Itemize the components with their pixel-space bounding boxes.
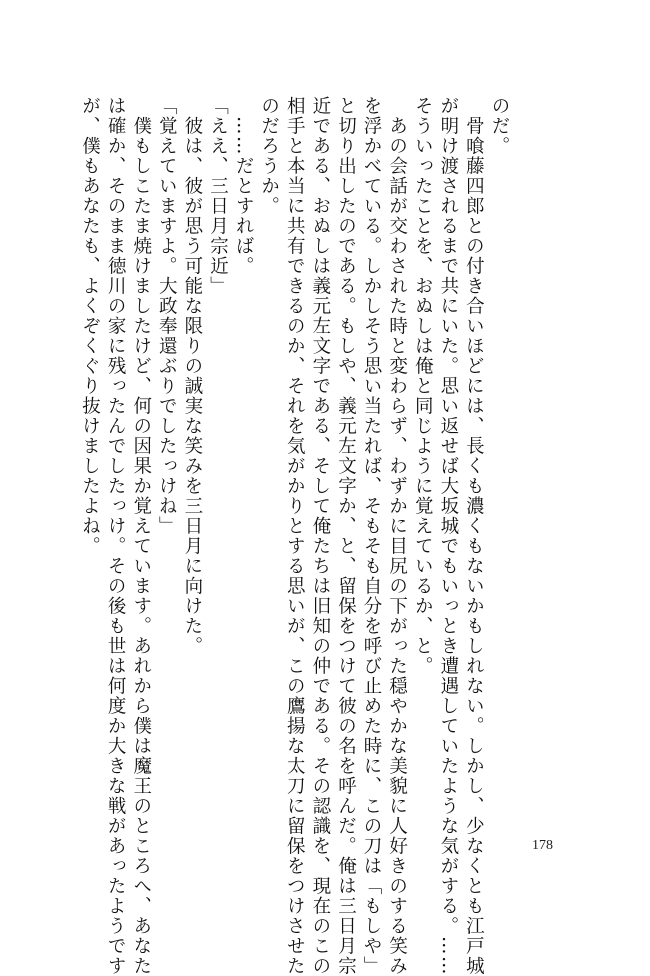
text-line: が明け渡されるまで共にいた。思い返せば大坂城でもいっとき遭遇していたような気がする。…… bbox=[437, 96, 459, 976]
text-line: あの会話が交わされた時と変わらず、わずかに目尻の下がった穏やかな美貌に人好きのする笑み bbox=[386, 96, 408, 976]
text-line: そういったことを、おぬしは俺と同じように覚えているか、と。 bbox=[412, 96, 434, 676]
text-line: は確か、そのまま徳川の家に残ったんでしたっけ。その後も世は何度か大きな戦があったようです bbox=[105, 96, 127, 976]
text-line: 相手と本当に共有できるのか、それを気がかりとする思いが、この鷹揚な太刀に留保をつけさせた bbox=[284, 96, 306, 976]
text-line: 近である、おぬしは義元左文字である、そして俺たちは旧知の仲である。その認識を、現在のこの bbox=[309, 96, 331, 976]
page-number: 178 bbox=[532, 838, 553, 853]
text-line: ……だとすれば。 bbox=[233, 96, 255, 276]
text-line: 骨喰藤四郎との付き合いほどには、長くも濃くもないかもしれない。しかし、少なくとも江戸城 bbox=[463, 96, 485, 976]
text-line: と切り出したのである。もしや、義元左文字か、と、留保をつけて彼の名を呼んだ。俺は三日月宗 bbox=[335, 96, 357, 976]
vertical-text-body bbox=[79, 96, 512, 976]
text-line: 彼は、彼が思う可能な限りの誠実な笑みを三日月に向けた。 bbox=[181, 96, 203, 656]
text-line: 「覚えていますよ。大政奉還ぶりでしたっけね」 bbox=[156, 96, 178, 536]
text-line: のだろうか。 bbox=[258, 96, 280, 216]
text-line: が、僕もあなたも、よくぞくぐり抜けましたよね。 bbox=[79, 96, 101, 556]
text-line: のだ。 bbox=[489, 96, 510, 156]
text-line: を浮かべている。しかしそう思い当たれば、そもそも自分を呼び止めた時に、この刀は「もしや」 bbox=[361, 96, 383, 976]
text-line: 「ええ、三日月宗近」 bbox=[207, 96, 229, 296]
text-line: 僕もしこたま焼けましたけど、何の因果か覚えています。あれから僕は魔王のところへ、あなた bbox=[130, 96, 152, 976]
